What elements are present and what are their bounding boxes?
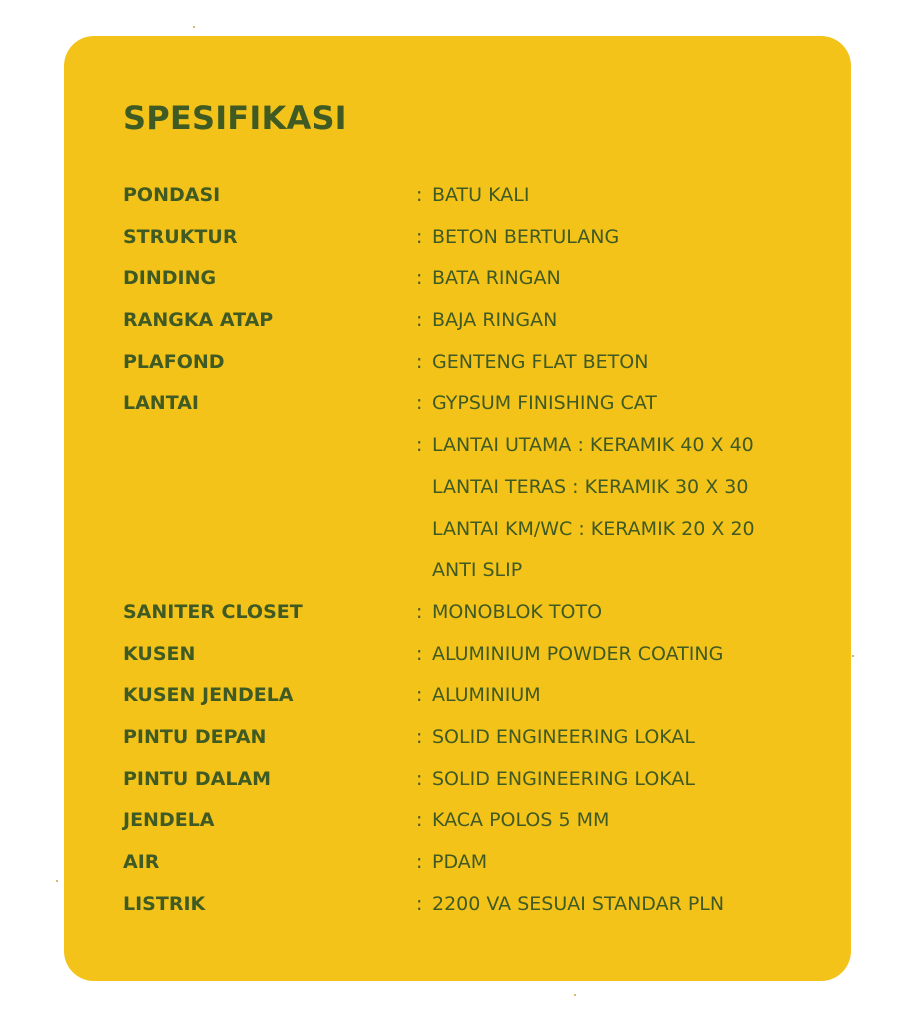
decorative-speck xyxy=(56,880,58,882)
spec-separator: : xyxy=(416,851,423,873)
spec-separator: : xyxy=(416,600,423,623)
spec-label: PLAFOND xyxy=(123,350,225,373)
spec-label: SANITER CLOSET xyxy=(123,600,303,623)
decorative-speck xyxy=(574,994,576,996)
spec-label: RANGKA ATAP xyxy=(123,309,274,332)
spec-row-jendela xyxy=(123,800,823,842)
spec-separator: : xyxy=(416,225,423,248)
spec-label: PINTU DEPAN xyxy=(123,725,267,748)
spec-label: AIR xyxy=(123,851,160,873)
spec-row-lantai xyxy=(123,383,823,425)
spec-row-listrik xyxy=(123,884,823,926)
spec-value: ALUMINIUM xyxy=(432,684,541,707)
decorative-speck xyxy=(852,655,854,657)
spec-separator: : xyxy=(416,350,423,373)
spec-value: LANTAI UTAMA : KERAMIK 40 X 40 xyxy=(432,434,754,457)
spec-row-lantai-utama xyxy=(123,425,823,467)
spec-row-kusen-jendela xyxy=(123,675,823,717)
spec-value: GENTENG FLAT BETON xyxy=(432,350,649,373)
spec-value: ALUMINIUM POWDER COATING xyxy=(432,642,724,665)
spec-separator: : xyxy=(416,684,423,707)
spec-label: DINDING xyxy=(123,267,217,290)
spec-label: PONDASI xyxy=(123,184,221,206)
spec-value: ANTI SLIP xyxy=(432,559,523,582)
spec-separator: : xyxy=(416,267,423,290)
spec-row-anti-slip xyxy=(123,550,823,592)
spec-value: KACA POLOS 5 MM xyxy=(432,809,610,832)
spec-label: STRUKTUR xyxy=(123,225,238,248)
spec-value: SOLID ENGINEERING LOKAL xyxy=(432,767,695,790)
spec-value: 2200 VA SESUAI STANDAR PLN xyxy=(432,892,725,915)
spec-list xyxy=(123,175,823,925)
spec-label: LANTAI xyxy=(123,392,199,415)
spec-label: KUSEN xyxy=(123,642,196,665)
spec-separator: : xyxy=(416,434,423,457)
spec-separator: : xyxy=(416,809,423,832)
spec-row-pintu-dalam xyxy=(123,759,823,801)
spec-separator: : xyxy=(416,892,423,915)
spec-label: KUSEN JENDELA xyxy=(123,684,294,707)
spec-row-lantai-kmwc xyxy=(123,509,823,551)
spec-value: MONOBLOK TOTO xyxy=(432,600,603,623)
spec-value: BATU KALI xyxy=(432,184,530,206)
spec-row-saniter-closet xyxy=(123,592,823,634)
spec-row-dinding xyxy=(123,258,823,300)
spec-separator: : xyxy=(416,392,423,415)
spec-separator: : xyxy=(416,642,423,665)
spec-label: LISTRIK xyxy=(123,892,206,915)
spec-row-kusen xyxy=(123,634,823,676)
spec-label: JENDELA xyxy=(123,809,215,832)
spec-value: BAJA RINGAN xyxy=(432,309,558,332)
spec-value: LANTAI KM/WC : KERAMIK 20 X 20 xyxy=(432,517,755,540)
decorative-speck xyxy=(193,26,195,28)
spec-separator: : xyxy=(416,309,423,332)
spec-row-pintu-depan xyxy=(123,717,823,759)
spec-value: SOLID ENGINEERING LOKAL xyxy=(432,725,695,748)
spec-row-lantai-teras xyxy=(123,467,823,509)
spec-label: PINTU DALAM xyxy=(123,767,272,790)
spec-row-struktur xyxy=(123,217,823,259)
spec-row-plafond xyxy=(123,342,823,384)
spec-value: BATA RINGAN xyxy=(432,267,561,290)
spec-row-air xyxy=(123,842,823,884)
spec-separator: : xyxy=(416,184,423,206)
spec-value: GYPSUM FINISHING CAT xyxy=(432,392,657,415)
spec-separator: : xyxy=(416,725,423,748)
spec-row-rangka-atap xyxy=(123,300,823,342)
page-title: SPESIFIKASI xyxy=(123,99,347,137)
spec-value: BETON BERTULANG xyxy=(432,225,620,248)
spec-value: LANTAI TERAS : KERAMIK 30 X 30 xyxy=(432,475,749,498)
spec-value: PDAM xyxy=(432,851,488,873)
spec-separator: : xyxy=(416,767,423,790)
spec-row-pondasi xyxy=(123,175,823,217)
